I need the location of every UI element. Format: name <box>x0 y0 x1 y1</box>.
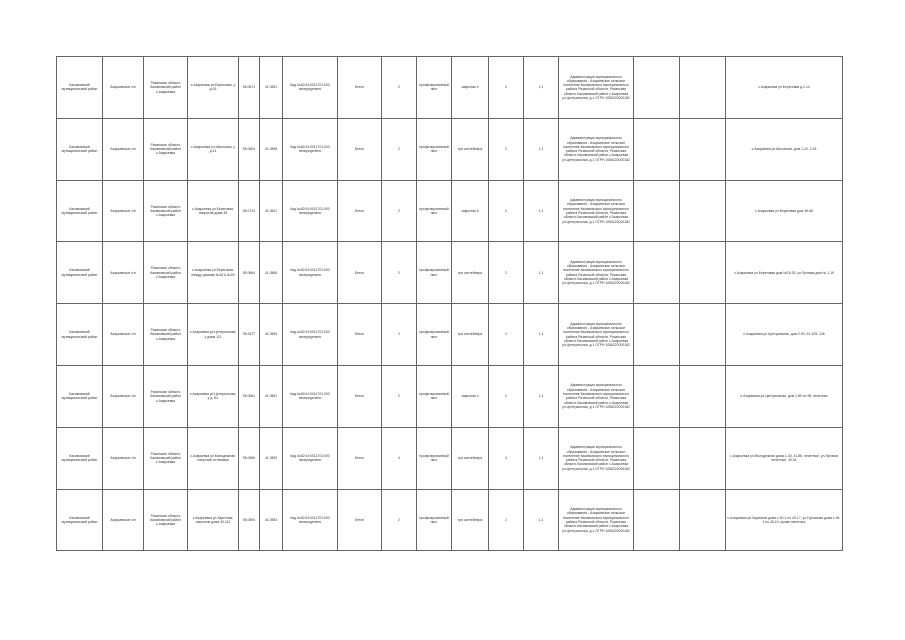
cover-cell: профилированный лист <box>417 242 452 304</box>
district-cell: Касимовский муниципальный район <box>57 180 103 242</box>
longitude-cell: 41.0561 <box>260 57 283 119</box>
empty-cell <box>634 242 680 304</box>
empty-cell <box>680 304 726 366</box>
empty-cell <box>634 427 680 489</box>
region-cell: Рязанская область Касимовский район с.Азарьевка <box>144 57 188 119</box>
surface-cell: Бетон <box>338 118 382 180</box>
settlement-cell: Азарьевское с/п <box>103 304 144 366</box>
region-cell: Рязанская область Касимовский район с.Азарьевка <box>144 489 188 551</box>
location-cell: с.Азарьевка ул.Заречная, напротив дома 40-112 <box>188 489 239 551</box>
empty-cell <box>680 242 726 304</box>
container-type-cell: закрытая 5 <box>452 180 489 242</box>
owner-cell: Администрация муниципального образования - Азарьевское сельское поселение Касимовского муниципального района Рязанской области, Рязанская область Касимовский район с.Азарьевка ул.Центральная, д.1 ОГРН 1056222000182 <box>559 304 634 366</box>
table-body <box>57 57 843 551</box>
longitude-cell: 41.0601 <box>260 180 283 242</box>
volume-cell: 1,1 <box>524 365 559 427</box>
container-type-cell: три контейнера <box>452 242 489 304</box>
empty-cell <box>634 118 680 180</box>
latitude-cell: 55.0694 <box>239 118 260 180</box>
settlement-cell: Азарьевское с/п <box>103 118 144 180</box>
region-cell: Рязанская область Касимовский район с.Азарьевка <box>144 242 188 304</box>
surface-cell: Бетон <box>338 489 382 551</box>
volume-cell: 1,1 <box>524 427 559 489</box>
containers-count-cell: 2 <box>489 118 524 180</box>
volume-cell: 1,1 <box>524 489 559 551</box>
waste-sources-cell: с.Азарьевка ул.Береговая дом №15-30, ул.Луговая дом № 1-19 <box>726 242 843 304</box>
surface-cell: Бетон <box>338 242 382 304</box>
settlement-cell: Азарьевское с/п <box>103 489 144 551</box>
settlement-cell: Азарьевское с/п <box>103 365 144 427</box>
empty-cell <box>680 365 726 427</box>
location-cell: с.Азарьевка ул.Школьная, у д.14 <box>188 118 239 180</box>
area-cell: 2 <box>382 57 417 119</box>
area-cell: 2 <box>382 489 417 551</box>
owner-cell: Администрация муниципального образования - Азарьевское сельское поселение Касимовского муниципального района Рязанской области, Рязанская область Касимовский район с.Азарьевка ул.Центральная, д.1 ОГРН 1056222000182 <box>559 118 634 180</box>
district-cell: Касимовский муниципальный район <box>57 489 103 551</box>
empty-cell <box>634 180 680 242</box>
volume-cell: 1,1 <box>524 180 559 242</box>
latitude-cell: 55.0694 <box>239 489 260 551</box>
empty-cell <box>634 489 680 551</box>
table-row <box>57 57 843 119</box>
cadastre-cell: Кад.№62:04:0011701:000 неопределено <box>283 489 338 551</box>
latitude-cell: 55.0664 <box>239 242 260 304</box>
area-cell: 2 <box>382 365 417 427</box>
longitude-cell: 41.0553 <box>260 489 283 551</box>
cover-cell: профилированный лист <box>417 57 452 119</box>
cadastre-cell: Кад.№62:04:0011701:000 неопределено <box>283 57 338 119</box>
empty-cell <box>634 304 680 366</box>
region-cell: Рязанская область Касимовский район с.Азарьевка <box>144 118 188 180</box>
surface-cell: Бетон <box>338 304 382 366</box>
container-type-cell: закрытая 4 <box>452 365 489 427</box>
surface-cell: Бетон <box>338 365 382 427</box>
longitude-cell: 41.0558 <box>260 118 283 180</box>
surface-cell: Бетон <box>338 57 382 119</box>
location-cell: с.Азарьевка ул.Береговая, у д.16 <box>188 57 239 119</box>
cadastre-cell: Кад.№62:04:0011701:000 неопределено <box>283 118 338 180</box>
latitude-cell: 55.0671 <box>239 57 260 119</box>
table-row <box>57 427 843 489</box>
containers-count-cell: 0 <box>489 57 524 119</box>
area-cell: 2 <box>382 118 417 180</box>
area-cell: 2 <box>382 242 417 304</box>
container-type-cell: три контейнера <box>452 118 489 180</box>
table-row <box>57 489 843 551</box>
district-cell: Касимовский муниципальный район <box>57 304 103 366</box>
empty-cell <box>680 180 726 242</box>
owner-cell: Администрация муниципального образования - Азарьевское сельское поселение Касимовского муниципального района Рязанской области, Рязанская область Касимовский район с.Азарьевка ул.Центральная, д.1 ОГРН 1056222000182 <box>559 489 634 551</box>
cover-cell: профилированный лист <box>417 489 452 551</box>
table-row <box>57 242 843 304</box>
empty-cell <box>680 489 726 551</box>
latitude-cell: 55.0677 <box>239 304 260 366</box>
district-cell: Касимовский муниципальный район <box>57 57 103 119</box>
longitude-cell: 41.0554 <box>260 304 283 366</box>
longitude-cell: 41.0561 <box>260 365 283 427</box>
empty-cell <box>680 427 726 489</box>
cover-cell: профилированный лист <box>417 180 452 242</box>
empty-cell <box>634 365 680 427</box>
owner-cell: Администрация муниципального образования - Азарьевское сельское поселение Касимовского муниципального района Рязанской области, Рязанская область Касимовский район с.Азарьевка ул.Центральная, д.1 ОГРН 1056222000182 <box>559 427 634 489</box>
container-type-cell: три контейнера <box>452 427 489 489</box>
location-cell: с.Азарьевка ул.Центральная, у д.111 <box>188 365 239 427</box>
waste-sources-cell: с.Азарьевка ул.Молодежная дома 1-40, 41-86, нечетные, ул.Луговая нечетные, 40-61 <box>726 427 843 489</box>
volume-cell: 1,1 <box>524 242 559 304</box>
empty-cell <box>634 57 680 119</box>
settlement-cell: Азарьевское с/п <box>103 57 144 119</box>
cadastre-cell: Кад.№62:04:0011701:000 неопределено <box>283 180 338 242</box>
table-row <box>57 365 843 427</box>
table-row <box>57 180 843 242</box>
containers-count-cell: 2 <box>489 180 524 242</box>
waste-sources-cell: с.Азарьевка ул.Заречная дома с 40-1 по 40-17, ул.Горчакова дома с 46-1 по 46-10, кроме нечетных <box>726 489 843 551</box>
cover-cell: профилированный лист <box>417 427 452 489</box>
containers-count-cell: 2 <box>489 304 524 366</box>
waste-sources-cell: с.Азарьевка ул.Береговая дом 46-66 <box>726 180 843 242</box>
cadastre-cell: Кад.№62:04:0011701:000 неопределено <box>283 427 338 489</box>
container-type-cell: закрытая 4 <box>452 57 489 119</box>
container-type-cell: три контейнера <box>452 489 489 551</box>
containers-count-cell: 2 <box>489 489 524 551</box>
area-cell: 2 <box>382 304 417 366</box>
latitude-cell: 55.0696 <box>239 427 260 489</box>
container-type-cell: три контейнера <box>452 304 489 366</box>
district-cell: Касимовский муниципальный район <box>57 365 103 427</box>
cadastre-cell: Кад.№62:04:0011701:000 неопределено <box>283 365 338 427</box>
volume-cell: 1,1 <box>524 57 559 119</box>
location-cell: с.Азарьевка ул.Береговая, между домами №18 и №26 <box>188 242 239 304</box>
location-cell: с.Азарьевка ул.Центральная, у дома 111 <box>188 304 239 366</box>
waste-sources-cell: с.Азарьевка ул.Центральная, дом 1-89 по 96, нечетная <box>726 365 843 427</box>
empty-cell <box>680 118 726 180</box>
longitude-cell: 41.0565 <box>260 242 283 304</box>
cadastre-cell: Кад.№62:04:0011701:000 неопределено <box>283 242 338 304</box>
owner-cell: Администрация муниципального образования - Азарьевское сельское поселение Касимовского муниципального района Рязанской области, Рязанская область Касимовский район с.Азарьевка ул.Центральная, д.1 ОГРН 1056222000182 <box>559 57 634 119</box>
waste-sources-cell: с.Азарьевка ул.Береговая д.1-14 <box>726 57 843 119</box>
surface-cell: Бетон <box>338 427 382 489</box>
district-cell: Касимовский муниципальный район <box>57 427 103 489</box>
waste-sources-cell: с.Азарьевка ул.Центральная, дом 2-90, 91-105, 106 <box>726 304 843 366</box>
location-cell: с.Азарьевка ул.Береговая, напротив дома 46 <box>188 180 239 242</box>
longitude-cell: 41.0553 <box>260 427 283 489</box>
owner-cell: Администрация муниципального образования - Азарьевское сельское поселение Касимовского муниципального района Рязанской области, Рязанская область Касимовский район с.Азарьевка ул.Центральная, д.1 ОГРН 1056222000182 <box>559 365 634 427</box>
cadastre-cell: Кад.№62:04:0011701:000 неопределено <box>283 304 338 366</box>
settlement-cell: Азарьевское с/п <box>103 427 144 489</box>
region-cell: Рязанская область Касимовский район с.Азарьевка <box>144 365 188 427</box>
region-cell: Рязанская область Касимовский район с.Азарьевка <box>144 180 188 242</box>
settlement-cell: Азарьевское с/п <box>103 180 144 242</box>
container-sites-table <box>56 56 843 551</box>
cover-cell: профилированный лист <box>417 118 452 180</box>
latitude-cell: 55.0661 <box>239 365 260 427</box>
settlement-cell: Азарьевское с/п <box>103 242 144 304</box>
table-row <box>57 304 843 366</box>
containers-count-cell: 4 <box>489 427 524 489</box>
volume-cell: 1,1 <box>524 304 559 366</box>
region-cell: Рязанская область Касимовский район с.Азарьевка <box>144 304 188 366</box>
owner-cell: Администрация муниципального образования - Азарьевское сельское поселение Касимовского муниципального района Рязанской области, Рязанская область Касимовский район с.Азарьевка ул.Центральная, д.1 ОГРН 1056222000182 <box>559 180 634 242</box>
latitude-cell: 55.0724 <box>239 180 260 242</box>
location-cell: с.Азарьевка ул.Молодежная, напротив остановки <box>188 427 239 489</box>
volume-cell: 1,1 <box>524 118 559 180</box>
district-cell: Касимовский муниципальный район <box>57 242 103 304</box>
cover-cell: профилированный лист <box>417 304 452 366</box>
owner-cell: Администрация муниципального образования - Азарьевское сельское поселение Касимовского муниципального района Рязанской области, Рязанская область Касимовский район с.Азарьевка ул.Центральная, д.1 ОГРН 1056222000182 <box>559 242 634 304</box>
region-cell: Рязанская область Касимовский район с.Азарьевка <box>144 427 188 489</box>
containers-count-cell: 2 <box>489 365 524 427</box>
waste-sources-cell: с.Азарьевка ул.Школьная, дом 1-19, 2-18 <box>726 118 843 180</box>
containers-count-cell: 2 <box>489 242 524 304</box>
surface-cell: Бетон <box>338 180 382 242</box>
table-row <box>57 118 843 180</box>
cover-cell: профилированный лист <box>417 365 452 427</box>
district-cell: Касимовский муниципальный район <box>57 118 103 180</box>
document-page <box>56 56 842 551</box>
area-cell: 4 <box>382 427 417 489</box>
empty-cell <box>680 57 726 119</box>
area-cell: 2 <box>382 180 417 242</box>
